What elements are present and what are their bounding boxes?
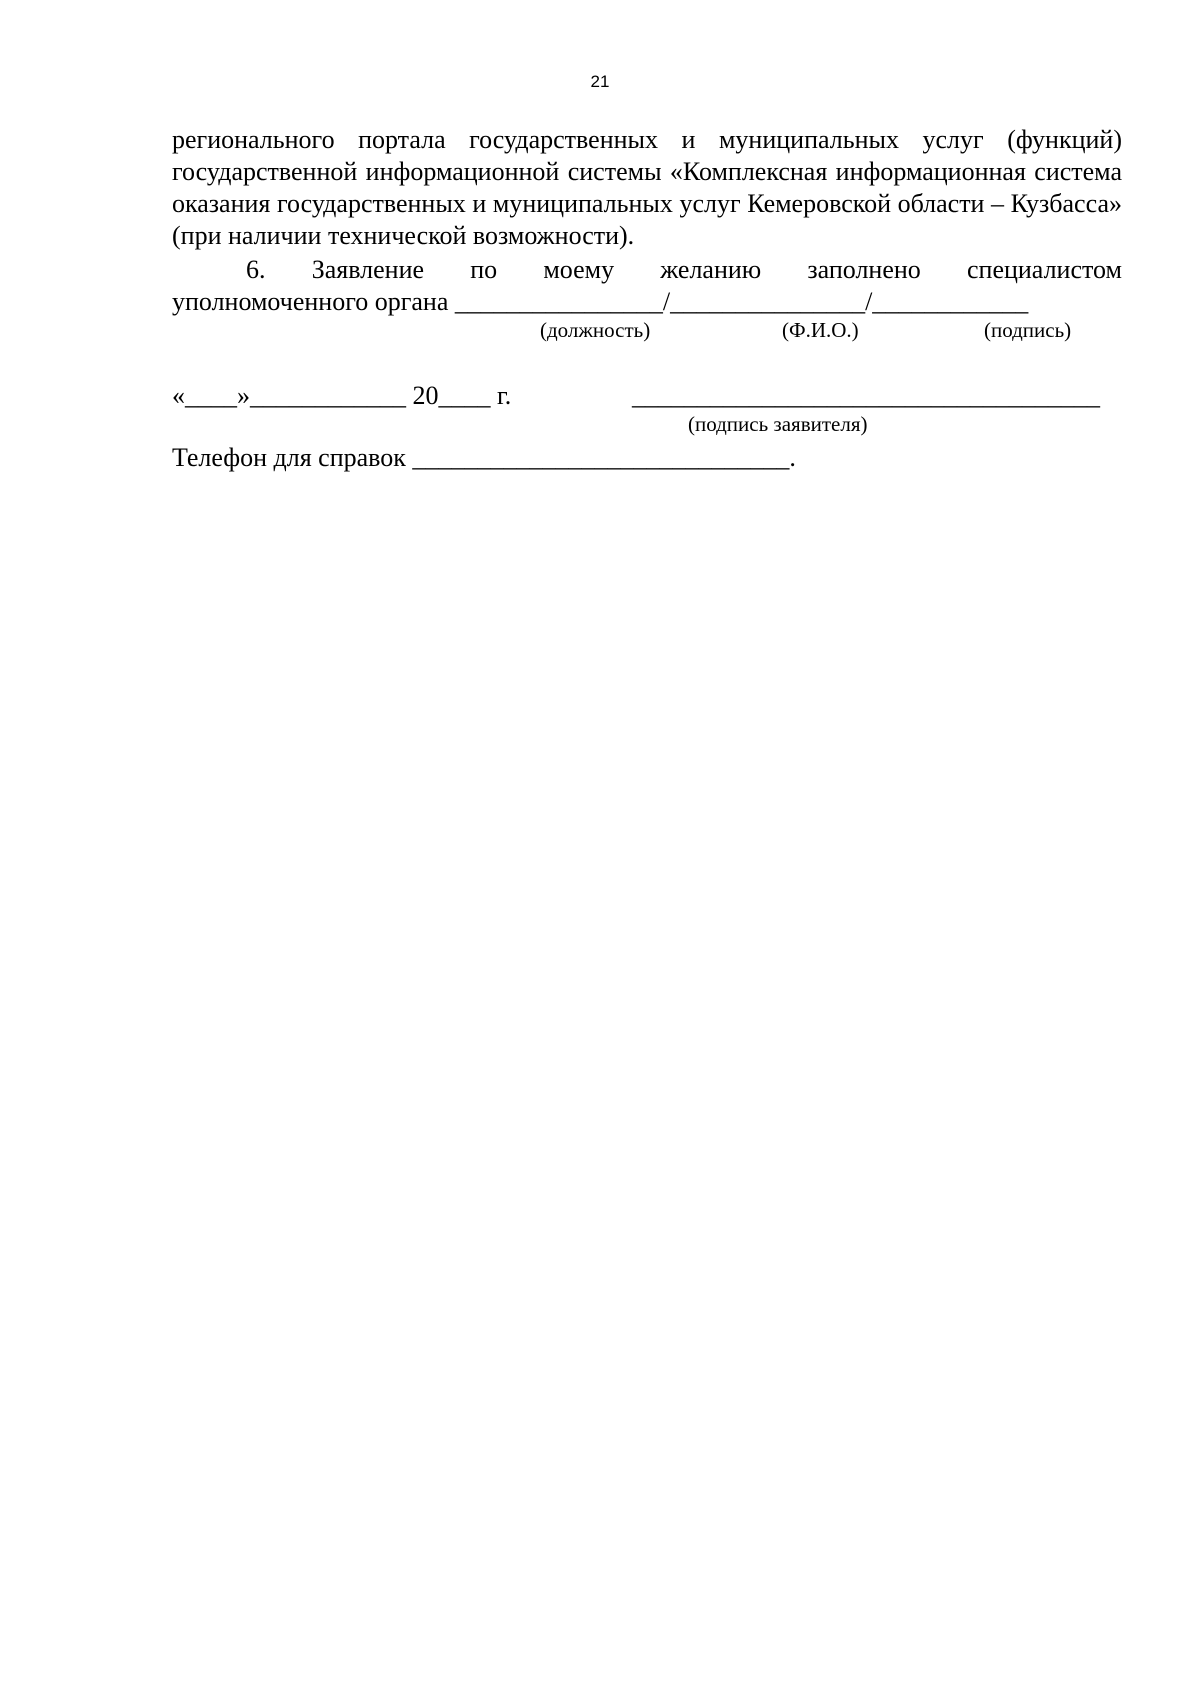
date-field: «____»____________ 20____ г. xyxy=(172,381,512,410)
caption-signature: (подпись) xyxy=(984,318,1072,342)
item-6-word: моему xyxy=(543,255,615,284)
item-6-number: 6. xyxy=(246,255,266,284)
item-6-first-line xyxy=(172,254,1122,286)
item-6 xyxy=(172,254,1122,318)
item-6-word: специалистом xyxy=(966,255,1122,284)
paragraph-continuation: регионального портала государственных и муниципальных услуг (функций) государственной информационной системы «Комплексная информационная система оказания государственных и муниципальных услуг Кемеровской области – Кузбасса» (при наличии технической возможности). xyxy=(172,125,1122,250)
phone-field: Телефон для справок _____________________________. xyxy=(172,443,796,472)
page-number: 21 xyxy=(590,72,610,91)
item-6-word: по xyxy=(470,255,498,284)
item-6-signature-fields: уполномоченного органа ________________/_______________/____________ xyxy=(172,287,1029,316)
item-6-word: Заявление xyxy=(311,255,425,284)
caption-position: (должность) xyxy=(540,318,651,342)
caption-applicant-signature: (подпись заявителя) xyxy=(688,412,868,436)
item-6-word: желанию xyxy=(660,255,762,284)
caption-fio: (Ф.И.О.) xyxy=(782,318,859,342)
item-6-word: заполнено xyxy=(807,255,921,284)
applicant-signature-field: ____________________________________ xyxy=(632,381,1100,410)
